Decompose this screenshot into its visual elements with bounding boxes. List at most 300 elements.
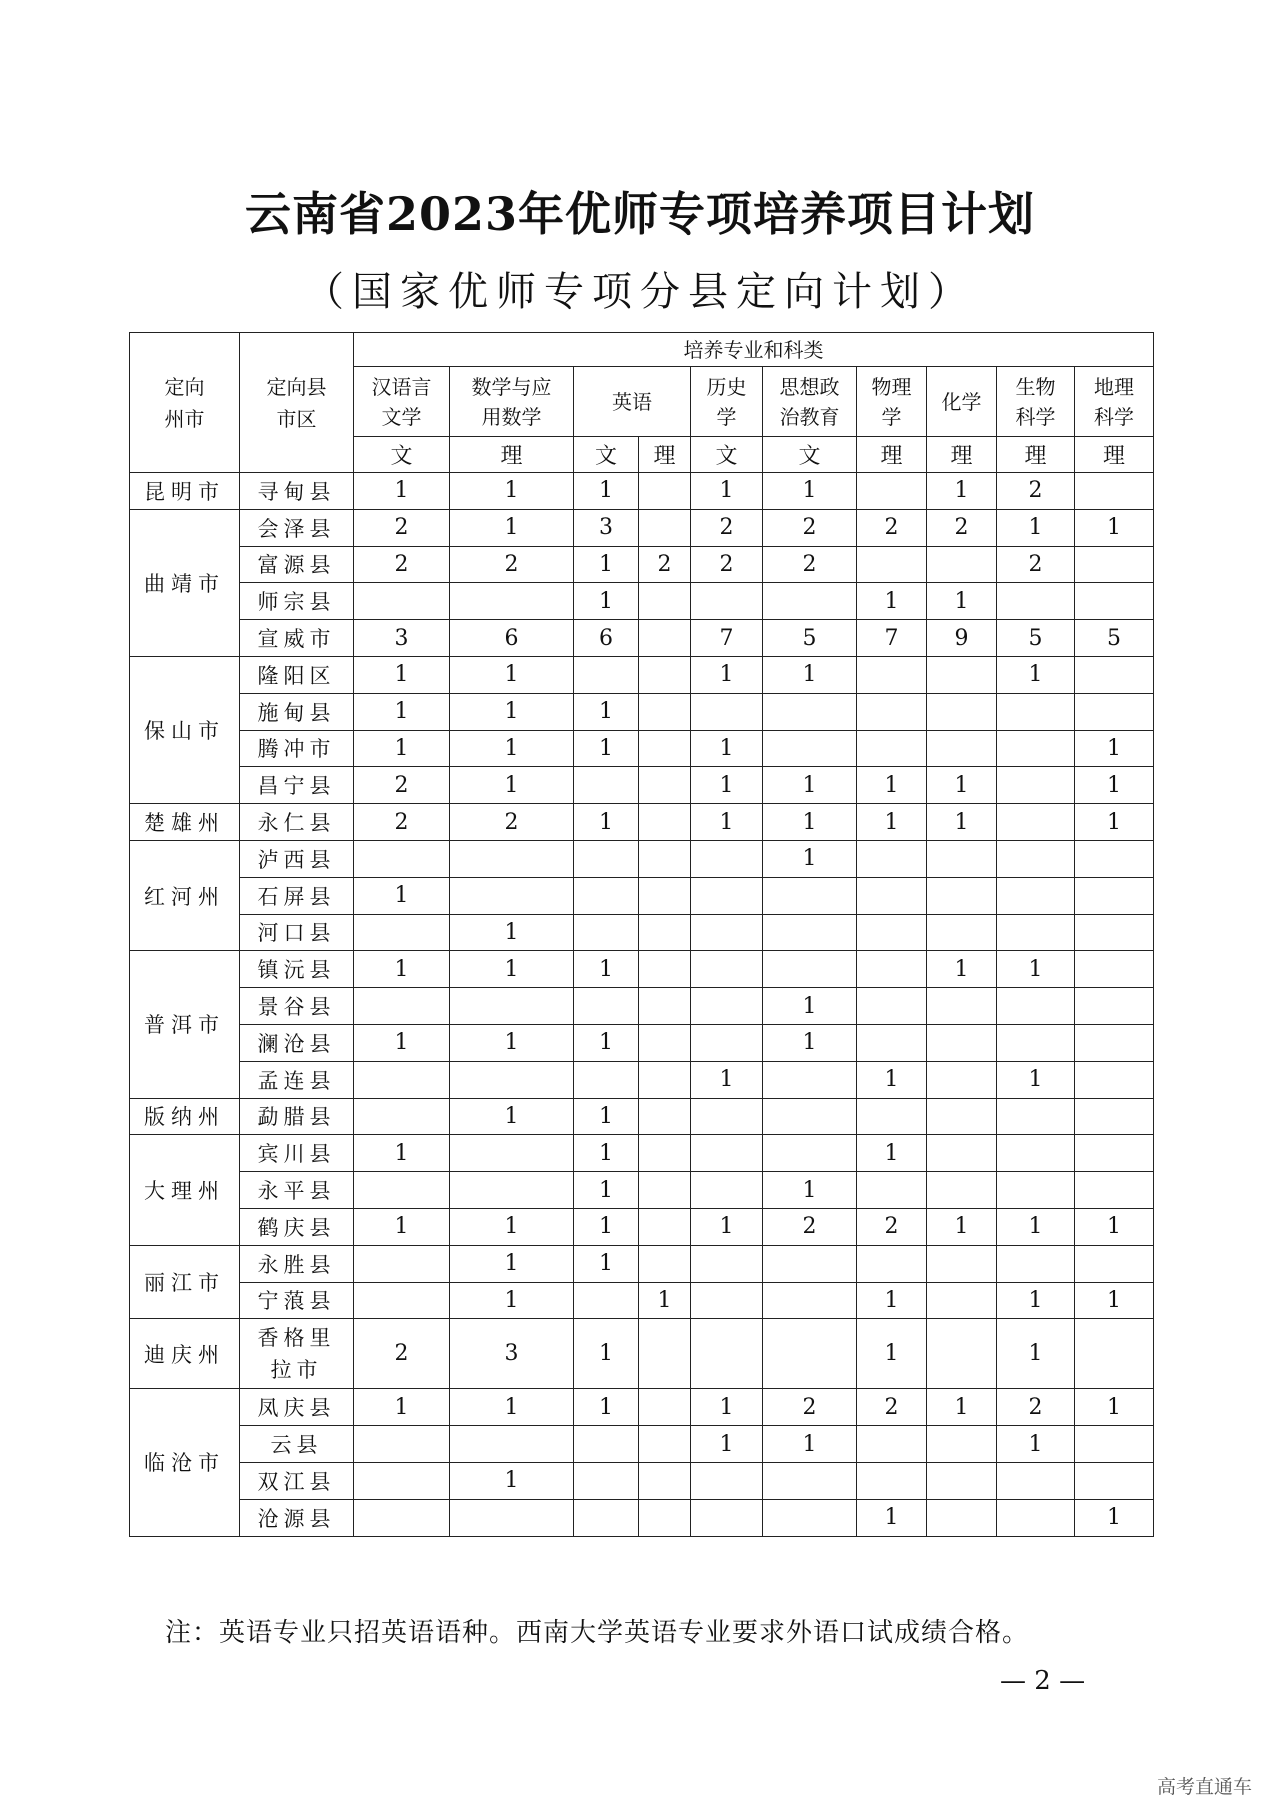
value-cell	[997, 1462, 1075, 1499]
value-cell	[639, 840, 691, 877]
value-cell	[574, 656, 639, 693]
value-cell: 1	[574, 473, 639, 510]
table-row	[130, 1389, 1154, 1426]
value-cell	[639, 473, 691, 510]
value-cell	[1075, 656, 1154, 693]
city-cell: 红河州	[130, 840, 240, 950]
value-cell	[1075, 840, 1154, 877]
header-major	[354, 367, 450, 437]
value-cell: 3	[450, 1319, 574, 1389]
header-type: 理	[857, 437, 927, 473]
value-cell: 1	[574, 693, 639, 730]
value-cell: 1	[354, 656, 450, 693]
value-cell: 1	[763, 1024, 857, 1061]
value-cell	[997, 1172, 1075, 1209]
value-cell: 2	[354, 509, 450, 546]
value-cell	[691, 914, 763, 951]
value-cell	[1075, 1061, 1154, 1098]
table-row	[130, 988, 1154, 1025]
value-cell	[857, 546, 927, 583]
table-row	[130, 877, 1154, 914]
value-cell: 1	[574, 1024, 639, 1061]
value-cell	[763, 1135, 857, 1172]
value-cell: 1	[450, 767, 574, 804]
value-cell: 1	[691, 1426, 763, 1463]
table-row	[130, 951, 1154, 988]
table-row	[130, 1172, 1154, 1209]
header-major	[574, 367, 691, 437]
value-cell	[927, 693, 997, 730]
county-cell: 鹤庆县	[240, 1208, 354, 1245]
header-type: 理	[450, 437, 574, 473]
value-cell	[639, 730, 691, 767]
value-cell	[691, 1282, 763, 1319]
value-cell: 1	[1075, 1208, 1154, 1245]
value-cell: 1	[354, 877, 450, 914]
value-cell: 1	[450, 473, 574, 510]
county-cell: 云县	[240, 1426, 354, 1463]
value-cell: 2	[450, 546, 574, 583]
value-cell	[639, 1389, 691, 1426]
page-number: — 2 —	[1000, 1666, 1086, 1696]
value-cell	[763, 877, 857, 914]
value-cell	[574, 1426, 639, 1463]
value-cell	[639, 1135, 691, 1172]
value-cell: 1	[691, 767, 763, 804]
county-cell: 河口县	[240, 914, 354, 951]
city-cell: 迪庆州	[130, 1319, 240, 1389]
value-cell	[354, 1462, 450, 1499]
value-cell: 1	[450, 509, 574, 546]
value-cell	[639, 1245, 691, 1282]
value-cell: 1	[354, 951, 450, 988]
value-cell: 1	[1075, 1282, 1154, 1319]
value-cell	[691, 877, 763, 914]
county-cell: 景谷县	[240, 988, 354, 1025]
value-cell: 1	[857, 1282, 927, 1319]
value-cell: 1	[997, 656, 1075, 693]
value-cell: 1	[574, 1389, 639, 1426]
value-cell: 1	[574, 1098, 639, 1135]
county-cell: 宣威市	[240, 620, 354, 657]
value-cell	[639, 1024, 691, 1061]
value-cell	[1075, 1245, 1154, 1282]
value-cell	[997, 1098, 1075, 1135]
value-cell: 1	[574, 583, 639, 620]
header-major-label: 化学	[941, 389, 982, 414]
value-cell: 1	[927, 1208, 997, 1245]
header-major	[1075, 367, 1154, 437]
value-cell	[763, 1061, 857, 1098]
value-cell: 1	[450, 951, 574, 988]
value-cell	[1075, 1462, 1154, 1499]
value-cell: 1	[763, 473, 857, 510]
value-cell: 1	[1075, 509, 1154, 546]
value-cell: 1	[1075, 1389, 1154, 1426]
value-cell	[691, 1245, 763, 1282]
value-cell	[763, 1245, 857, 1282]
city-cell: 丽江市	[130, 1245, 240, 1319]
value-cell	[857, 951, 927, 988]
value-cell	[639, 914, 691, 951]
value-cell	[997, 693, 1075, 730]
value-cell	[639, 1426, 691, 1463]
value-cell: 1	[927, 767, 997, 804]
table-row	[130, 1282, 1154, 1319]
value-cell	[857, 1098, 927, 1135]
value-cell	[857, 1024, 927, 1061]
value-cell: 1	[574, 546, 639, 583]
value-cell	[1075, 951, 1154, 988]
county-cell: 勐腊县	[240, 1098, 354, 1135]
value-cell	[574, 877, 639, 914]
value-cell: 2	[927, 509, 997, 546]
header-type: 理	[1075, 437, 1154, 473]
county-cell: 宁蒗县	[240, 1282, 354, 1319]
value-cell	[997, 1135, 1075, 1172]
value-cell	[1075, 546, 1154, 583]
value-cell	[691, 1172, 763, 1209]
value-cell: 1	[450, 1024, 574, 1061]
value-cell	[574, 840, 639, 877]
value-cell: 1	[927, 473, 997, 510]
table-row	[130, 1024, 1154, 1061]
value-cell	[691, 1098, 763, 1135]
value-cell: 5	[997, 620, 1075, 657]
value-cell	[354, 1061, 450, 1098]
table-row	[130, 840, 1154, 877]
table-row	[130, 1499, 1154, 1536]
value-cell	[354, 914, 450, 951]
header-major-label: 物理学	[871, 374, 912, 429]
value-cell	[639, 509, 691, 546]
value-cell: 1	[354, 1135, 450, 1172]
table-row	[130, 804, 1154, 841]
county-cell: 石屏县	[240, 877, 354, 914]
value-cell: 1	[997, 951, 1075, 988]
header-group: 培养专业和科类	[354, 333, 1154, 367]
value-cell	[639, 1319, 691, 1389]
value-cell	[354, 840, 450, 877]
footnote: 注：英语专业只招英语语种。西南大学英语专业要求外语口试成绩合格。	[165, 1618, 1030, 1648]
value-cell	[763, 583, 857, 620]
value-cell	[927, 1172, 997, 1209]
value-cell	[1075, 877, 1154, 914]
value-cell: 1	[691, 730, 763, 767]
value-cell	[574, 1462, 639, 1499]
value-cell	[450, 988, 574, 1025]
header-type: 文	[574, 437, 639, 473]
county-cell	[240, 1319, 354, 1389]
value-cell	[857, 840, 927, 877]
value-cell: 1	[691, 1061, 763, 1098]
value-cell	[927, 840, 997, 877]
header-type: 理	[997, 437, 1075, 473]
value-cell	[857, 1245, 927, 1282]
value-cell: 1	[450, 1245, 574, 1282]
value-cell	[763, 1282, 857, 1319]
header-major	[691, 367, 763, 437]
table-header	[130, 333, 1154, 473]
value-cell	[639, 1208, 691, 1245]
value-cell: 2	[450, 804, 574, 841]
value-cell	[691, 1135, 763, 1172]
value-cell: 1	[763, 656, 857, 693]
value-cell: 1	[857, 1135, 927, 1172]
county-cell: 昌宁县	[240, 767, 354, 804]
value-cell	[691, 583, 763, 620]
value-cell	[927, 988, 997, 1025]
value-cell	[927, 546, 997, 583]
value-cell: 2	[763, 546, 857, 583]
value-cell: 1	[450, 914, 574, 951]
value-cell	[927, 914, 997, 951]
value-cell	[763, 693, 857, 730]
value-cell: 1	[763, 840, 857, 877]
value-cell	[927, 1426, 997, 1463]
value-cell	[691, 1024, 763, 1061]
header-major-label: 历史学	[706, 374, 747, 429]
value-cell: 2	[763, 1208, 857, 1245]
value-cell	[927, 1282, 997, 1319]
value-cell: 2	[691, 546, 763, 583]
value-cell	[997, 1245, 1075, 1282]
value-cell	[997, 583, 1075, 620]
value-cell: 1	[763, 767, 857, 804]
county-cell: 双江县	[240, 1462, 354, 1499]
page-title: 云南省2023年优师专项培养项目计划	[244, 187, 1036, 241]
value-cell	[763, 1319, 857, 1389]
value-cell: 1	[450, 1098, 574, 1135]
value-cell: 1	[857, 1319, 927, 1389]
value-cell	[639, 1172, 691, 1209]
value-cell	[691, 1462, 763, 1499]
header-county	[240, 333, 354, 473]
value-cell	[1075, 693, 1154, 730]
header-type: 理	[639, 437, 691, 473]
county-cell: 永胜县	[240, 1245, 354, 1282]
value-cell	[691, 951, 763, 988]
value-cell: 2	[997, 546, 1075, 583]
value-cell	[691, 693, 763, 730]
value-cell	[927, 1024, 997, 1061]
value-cell	[574, 1061, 639, 1098]
city-cell: 昆明市	[130, 473, 240, 510]
value-cell	[1075, 1319, 1154, 1389]
header-major-label: 汉语言文学	[371, 374, 432, 429]
value-cell	[927, 1499, 997, 1536]
value-cell: 2	[691, 509, 763, 546]
value-cell: 1	[997, 509, 1075, 546]
value-cell	[639, 1061, 691, 1098]
value-cell: 1	[691, 1208, 763, 1245]
table-row	[130, 546, 1154, 583]
value-cell	[354, 1098, 450, 1135]
city-cell: 大理州	[130, 1135, 240, 1245]
value-cell	[639, 620, 691, 657]
value-cell	[763, 914, 857, 951]
value-cell	[927, 1061, 997, 1098]
value-cell	[927, 1245, 997, 1282]
table-row	[130, 1319, 1154, 1389]
value-cell: 2	[857, 1208, 927, 1245]
value-cell: 5	[763, 620, 857, 657]
value-cell: 1	[1075, 804, 1154, 841]
value-cell: 1	[450, 1389, 574, 1426]
value-cell	[763, 1098, 857, 1135]
value-cell: 2	[857, 1389, 927, 1426]
page-subtitle: （国家优师专项分县定向计划）	[304, 269, 976, 315]
value-cell	[639, 693, 691, 730]
value-cell: 3	[574, 509, 639, 546]
header-type: 文	[691, 437, 763, 473]
header-major	[997, 367, 1075, 437]
value-cell	[857, 1426, 927, 1463]
city-cell: 曲靖市	[130, 509, 240, 656]
value-cell	[763, 1499, 857, 1536]
value-cell: 1	[857, 583, 927, 620]
value-cell: 1	[574, 730, 639, 767]
value-cell	[354, 1245, 450, 1282]
value-cell: 1	[997, 1208, 1075, 1245]
value-cell: 6	[450, 620, 574, 657]
value-cell	[691, 1319, 763, 1389]
county-cell: 永仁县	[240, 804, 354, 841]
county-cell: 宾川县	[240, 1135, 354, 1172]
value-cell	[763, 730, 857, 767]
value-cell	[997, 730, 1075, 767]
value-cell: 1	[450, 656, 574, 693]
value-cell: 1	[857, 1499, 927, 1536]
county-cell: 孟连县	[240, 1061, 354, 1098]
value-cell: 2	[639, 546, 691, 583]
value-cell	[450, 583, 574, 620]
header-type: 文	[763, 437, 857, 473]
county-cell: 富源县	[240, 546, 354, 583]
value-cell: 1	[857, 767, 927, 804]
value-cell: 2	[763, 1389, 857, 1426]
value-cell: 1	[927, 1389, 997, 1426]
value-cell	[450, 1061, 574, 1098]
city-cell: 版纳州	[130, 1098, 240, 1135]
value-cell: 1	[997, 1282, 1075, 1319]
value-cell	[997, 988, 1075, 1025]
value-cell	[1075, 1098, 1154, 1135]
value-cell	[1075, 1172, 1154, 1209]
value-cell	[927, 1319, 997, 1389]
value-cell	[1075, 1024, 1154, 1061]
value-cell	[450, 840, 574, 877]
value-cell: 1	[450, 1462, 574, 1499]
value-cell: 1	[574, 1245, 639, 1282]
value-cell: 1	[691, 656, 763, 693]
value-cell	[857, 988, 927, 1025]
value-cell	[857, 656, 927, 693]
value-cell	[691, 1499, 763, 1536]
header-city	[130, 333, 240, 473]
value-cell: 1	[450, 730, 574, 767]
value-cell: 1	[691, 1389, 763, 1426]
value-cell: 2	[997, 1389, 1075, 1426]
value-cell: 1	[763, 988, 857, 1025]
value-cell: 1	[639, 1282, 691, 1319]
value-cell: 1	[1075, 1499, 1154, 1536]
value-cell	[927, 1098, 997, 1135]
value-cell	[574, 1282, 639, 1319]
value-cell: 7	[857, 620, 927, 657]
value-cell: 1	[574, 1208, 639, 1245]
value-cell	[1075, 473, 1154, 510]
county-cell: 师宗县	[240, 583, 354, 620]
value-cell: 1	[354, 1024, 450, 1061]
header-major	[857, 367, 927, 437]
value-cell: 5	[1075, 620, 1154, 657]
county-cell: 沧源县	[240, 1499, 354, 1536]
table-row	[130, 693, 1154, 730]
value-cell	[927, 730, 997, 767]
value-cell: 1	[997, 1426, 1075, 1463]
value-cell: 1	[574, 1172, 639, 1209]
value-cell	[857, 914, 927, 951]
value-cell	[927, 1462, 997, 1499]
value-cell: 1	[354, 693, 450, 730]
header-major-label: 思想政治教育	[779, 374, 840, 429]
value-cell	[1075, 988, 1154, 1025]
county-cell: 镇沅县	[240, 951, 354, 988]
value-cell: 1	[450, 1282, 574, 1319]
table-row	[130, 730, 1154, 767]
table-row	[130, 1245, 1154, 1282]
value-cell	[574, 767, 639, 804]
table-row	[130, 473, 1154, 510]
value-cell	[857, 473, 927, 510]
value-cell	[691, 988, 763, 1025]
value-cell	[450, 1172, 574, 1209]
value-cell	[997, 877, 1075, 914]
value-cell	[574, 988, 639, 1025]
value-cell	[997, 767, 1075, 804]
value-cell: 6	[574, 620, 639, 657]
value-cell	[639, 1499, 691, 1536]
value-cell	[927, 877, 997, 914]
value-cell	[639, 877, 691, 914]
value-cell	[639, 804, 691, 841]
city-cell: 楚雄州	[130, 804, 240, 841]
header-county-label: 定向县市区	[266, 374, 327, 431]
value-cell: 1	[927, 951, 997, 988]
value-cell	[450, 1426, 574, 1463]
value-cell	[997, 840, 1075, 877]
watermark-text: 高考直通车	[1156, 1776, 1252, 1798]
value-cell	[639, 988, 691, 1025]
value-cell: 1	[1075, 767, 1154, 804]
table-row	[130, 1426, 1154, 1463]
value-cell	[639, 583, 691, 620]
value-cell: 2	[354, 546, 450, 583]
value-cell	[691, 840, 763, 877]
value-cell	[354, 583, 450, 620]
value-cell	[354, 988, 450, 1025]
table-row	[130, 583, 1154, 620]
value-cell	[763, 1462, 857, 1499]
value-cell: 1	[354, 730, 450, 767]
county-cell: 永平县	[240, 1172, 354, 1209]
county-cell: 隆阳区	[240, 656, 354, 693]
value-cell	[639, 767, 691, 804]
value-cell	[857, 730, 927, 767]
value-cell: 1	[354, 1389, 450, 1426]
value-cell	[997, 1024, 1075, 1061]
